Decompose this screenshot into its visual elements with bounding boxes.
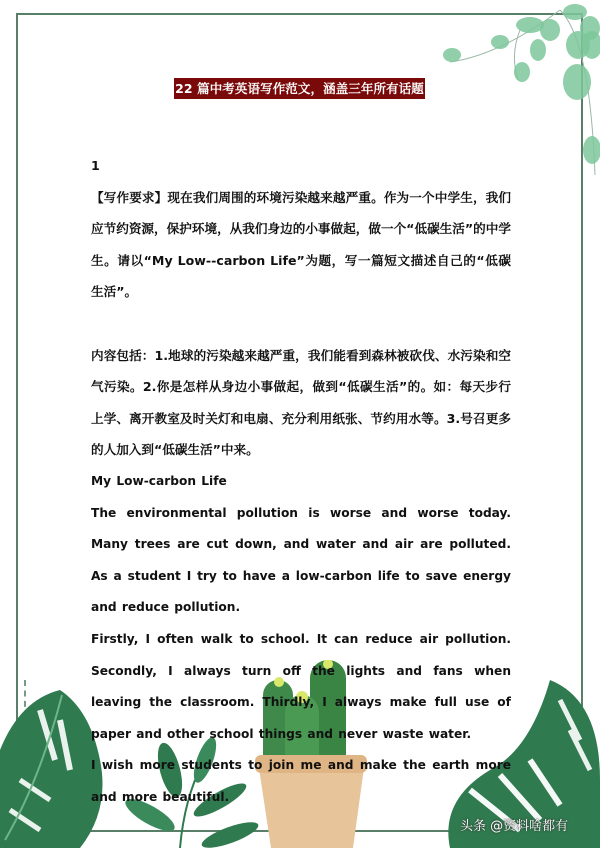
- essay-paragraph-2: Firstly, I often walk to school. It can reduce air pollution. Secondly, I always turn off the lights and fans when leaving the classroom. Thirdly, I always make full use of paper and other school things and never waste water.: [91, 631, 511, 741]
- watermark: 头条 @资料啥都有: [460, 819, 569, 834]
- essay-paragraph-3: I wish more students to join me and make the earth more and more beautiful.: [91, 758, 511, 804]
- document-title-banner: 22 篇中考英语写作范文，涵盖三年所有话题: [174, 78, 425, 99]
- prompt-content-points: 内容包括：1.地球的污染越来越严重，我们能看到森林被砍伐、水污染和空气污染。2.你是怎样从身边小事做起，做到“低碳生活”的。如：每天步行上学、离开教室及时关灯和电扇、充分利用纸张、节约用水等。3.号召更多的人加入到“低碳生活”中来。: [91, 347, 511, 458]
- essay-title: My Low-carbon Life: [91, 473, 227, 488]
- essay-paragraph-1: The environmental pollution is worse and worse today. Many trees are cut down, and water and air are polluted. As a student I try to have a low-carbon life to save energy and reduce pollution.: [91, 505, 511, 615]
- document-body: [91, 150, 511, 813]
- section-number: 1: [91, 158, 100, 173]
- writing-prompt: 【写作要求】现在我们周围的环境污染越来越严重。作为一个中学生，我们应节约资源，保护环境，从我们身边的小事做起，做一个“低碳生活”的中学生。请以“My Low--carbon Life”为题，写一篇短文描述自己的“低碳生活”。: [91, 189, 511, 300]
